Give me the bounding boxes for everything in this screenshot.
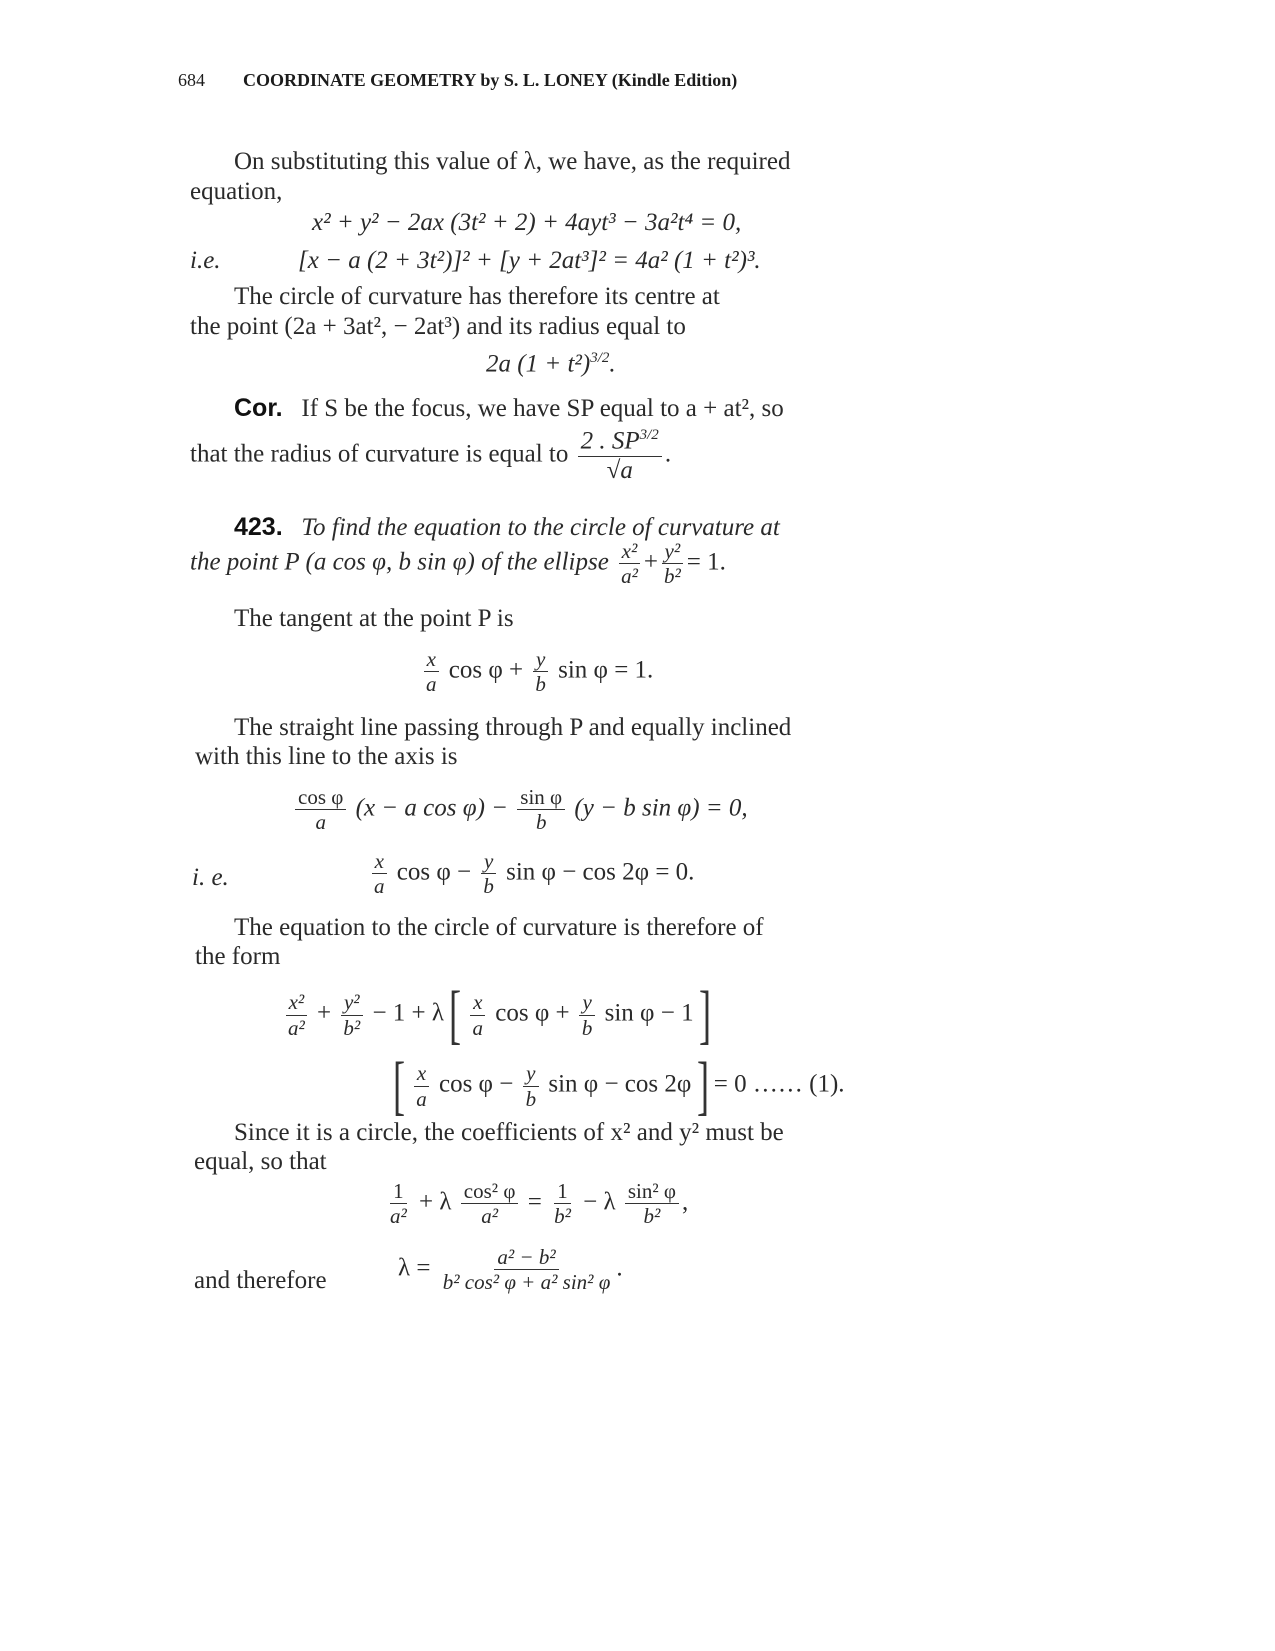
para2-line1: The circle of curvature has therefore its centre at: [234, 283, 720, 310]
coefficient-equation: $\frac{1}{\text{a²}}$ + λ $\frac{\text{cos² φ}}{\text{a²}}$ = $\frac{1}{\text{b²}}$ − λ $\frac{\text{sin² φ}}{\text{b²}}$ ,: [390, 1179, 689, 1229]
radius-exp: 3/2: [639, 427, 659, 443]
line-equation-simplified: $\frac{x}{a}$ cos φ − $\frac{y}{b}$ sin φ − cos 2φ = 0.: [368, 850, 694, 897]
para2-line2: the point (2a + 3at², − 2at³) and its radius equal to: [190, 313, 686, 340]
para5-line1: Since it is a circle, the coefficients of x² and y² must be: [234, 1119, 784, 1146]
radius-num: 2 . SP: [580, 427, 640, 455]
section-number: 423.: [234, 513, 283, 541]
lambda-equation: λ = $\frac{\text{a² − b²}}{\text{b² cos² φ + a² sin² φ}}$ .: [398, 1245, 623, 1295]
section-title1: To find the equation to the circle of curvature at: [301, 514, 780, 541]
radius-den: √a: [606, 456, 633, 484]
cor-end: .: [664, 440, 672, 468]
eq3-exponent: 3/2: [590, 350, 610, 366]
and-therefore-label: and therefore: [194, 1267, 327, 1294]
section-title2: the point P (a cos φ, b sin φ) of the ellipse: [190, 548, 609, 576]
cor-label: Cor.: [234, 394, 283, 422]
tangent-intro: The tangent at the point P is: [234, 605, 514, 632]
tangent-equation: $\frac{x}{a}$ cos φ + $\frac{y}{b}$ sin φ = 1.: [420, 648, 653, 695]
page-number: 684: [178, 70, 205, 90]
ellipse-plus: +: [643, 548, 658, 576]
equation-1: x² + y² − 2ax (3t² + 2) + 4ayt³ − 3a²t⁴ = 0,: [312, 209, 742, 236]
line-equation: $\frac{\text{cos φ}}{a}$ (x − a cos φ) − $\frac{\text{sin φ}}{b}$ (y − b sin φ) = 0,: [292, 786, 748, 833]
para1-line2: equation,: [190, 178, 283, 205]
cor-text2: that the radius of curvature is equal to: [190, 440, 569, 468]
para5-line2: equal, so that: [194, 1148, 327, 1175]
corollary-line1: [234, 393, 784, 424]
ie-label-2: i. e.: [192, 864, 229, 891]
para1-line1: On substituting this value of λ, we have, as the required: [234, 148, 791, 175]
circle-equation-part1: $\frac{\text{x²}}{\text{a²}}$ + $\frac{\text{y²}}{\text{b²}}$ − 1 + λ [ $\frac{x}{a}$ cos φ + $\frac{y}{b}$ sin φ − 1 ]: [282, 982, 710, 1048]
book-title: COORDINATE GEOMETRY by S. L. LONEY (Kindle Edition): [243, 70, 738, 90]
radius-fraction: [578, 428, 662, 484]
para3-line2: with this line to the axis is: [195, 743, 458, 770]
equation-3: [486, 350, 616, 378]
para4-line1: The equation to the circle of curvature is therefore of: [234, 914, 764, 941]
cor-text1: If S be the focus, we have SP equal to a + at², so: [301, 395, 784, 422]
ellipse-x-frac: $\frac{\text{x²}}{\text{a²}}$: [618, 540, 641, 587]
section-423-title-line2: [190, 540, 726, 587]
page-header: [178, 70, 737, 91]
para4-line2: the form: [195, 943, 281, 970]
eq3-base: 2a (1 + t²): [486, 350, 591, 378]
ellipse-y-frac: $\frac{\text{y²}}{\text{b²}}$: [661, 540, 684, 587]
para3-line1: The straight line passing through P and equally inclined: [234, 714, 792, 741]
circle-equation-part2: [ $\frac{x}{a}$ cos φ − $\frac{y}{b}$ sin φ − cos 2φ ] = 0 …… (1).: [392, 1049, 845, 1122]
eq3-end: .: [609, 350, 616, 378]
section-423-title-line1: [234, 512, 780, 543]
ie-label-1: i.e.: [190, 247, 221, 274]
corollary-line2: [190, 428, 671, 484]
ellipse-end: = 1.: [686, 548, 726, 576]
equation-2: [x − a (2 + 3t²)]² + [y + 2at³]² = 4a² (1 + t²)³.: [298, 247, 761, 274]
